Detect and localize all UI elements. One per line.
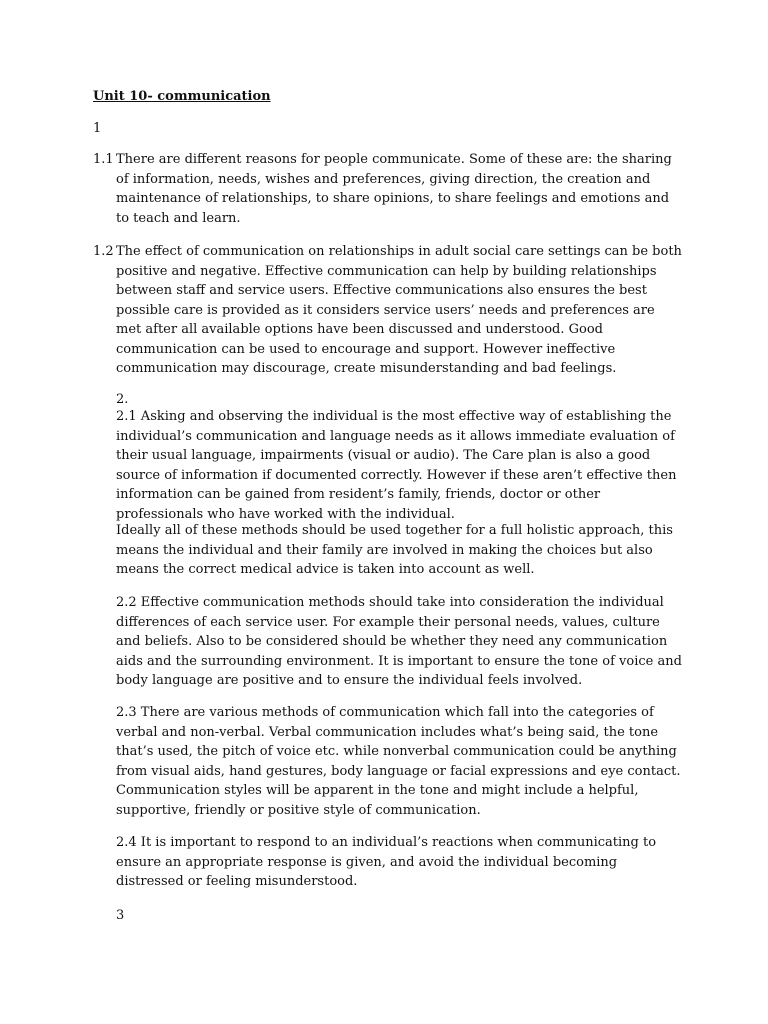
paragraph-1-1-label: 1.1 <box>93 152 114 167</box>
section-number-2: 2. <box>116 392 129 407</box>
paragraph-2-4: 2.4 It is important to respond to an individual’s reactions when communicating to ensure an appropriate response is given, and avoid the individual becoming distressed or feeling misunderstood. <box>116 835 657 889</box>
paragraph-1-2-label: 1.2 <box>93 244 114 259</box>
paragraph-1-1 <box>93 150 682 228</box>
paragraph-2-1-continued: Ideally all of these methods should be used together for a full holistic approach, this means the individual and their family are involved in making the choices but also means the correct medical advice is taken into account as well. <box>116 523 673 577</box>
section-number-3: 3 <box>116 908 125 923</box>
paragraph-2-2: 2.2 Effective communication methods should take into consideration the individual differences of each service user. For example their personal needs, values, culture and beliefs. Also to be considered should be whether they need any communication aids and the surrounding environment. It is important to ensure the tone of voice and body language are positive and to ensure the individual feels involved. <box>116 595 682 688</box>
paragraph-1-1-text: There are different reasons for people communicate. Some of these are: the sharing of information, needs, wishes and preferences, giving direction, the creation and maintenance of relationships, to share opinions, to share feelings and emotions and to teach and learn. <box>116 152 672 226</box>
paragraph-1-2-text: The effect of communication on relationships in adult social care settings can be both positive and negative. Effective communication can help by building relationships between staff and service users. Effective communications also ensures the best possible care is provided as it considers service users’ needs and preferences are met after all available options have been discussed and understood. Good communication can be used to encourage and support. However ineffective communication may discourage, create misunderstanding and bad feelings. <box>116 244 682 376</box>
section-number-1: 1 <box>93 121 102 136</box>
paragraph-1-2 <box>93 242 682 379</box>
paragraph-2-1: 2.1 Asking and observing the individual is the most effective way of establishing the individual’s communication and language needs as it allows immediate evaluation of their usual language, impairments (visual or audio). The Care plan is also a good source of information if documented correctly. However if these aren’t effective then information can be gained from resident’s family, friends, doctor or other professionals who have worked with the individual. <box>116 409 677 522</box>
paragraph-2-3: 2.3 There are various methods of communication which fall into the categories of verbal and non-verbal. Verbal communication includes what’s being said, the tone that’s used, the pitch of voice etc. while nonverbal communication could be anything from visual aids, hand gestures, body language or facial expressions and eye contact. Communication styles will be apparent in the tone and might include a helpful, supportive, friendly or positive style of communication. <box>116 705 681 818</box>
page-title: Unit 10- communication <box>93 89 271 104</box>
